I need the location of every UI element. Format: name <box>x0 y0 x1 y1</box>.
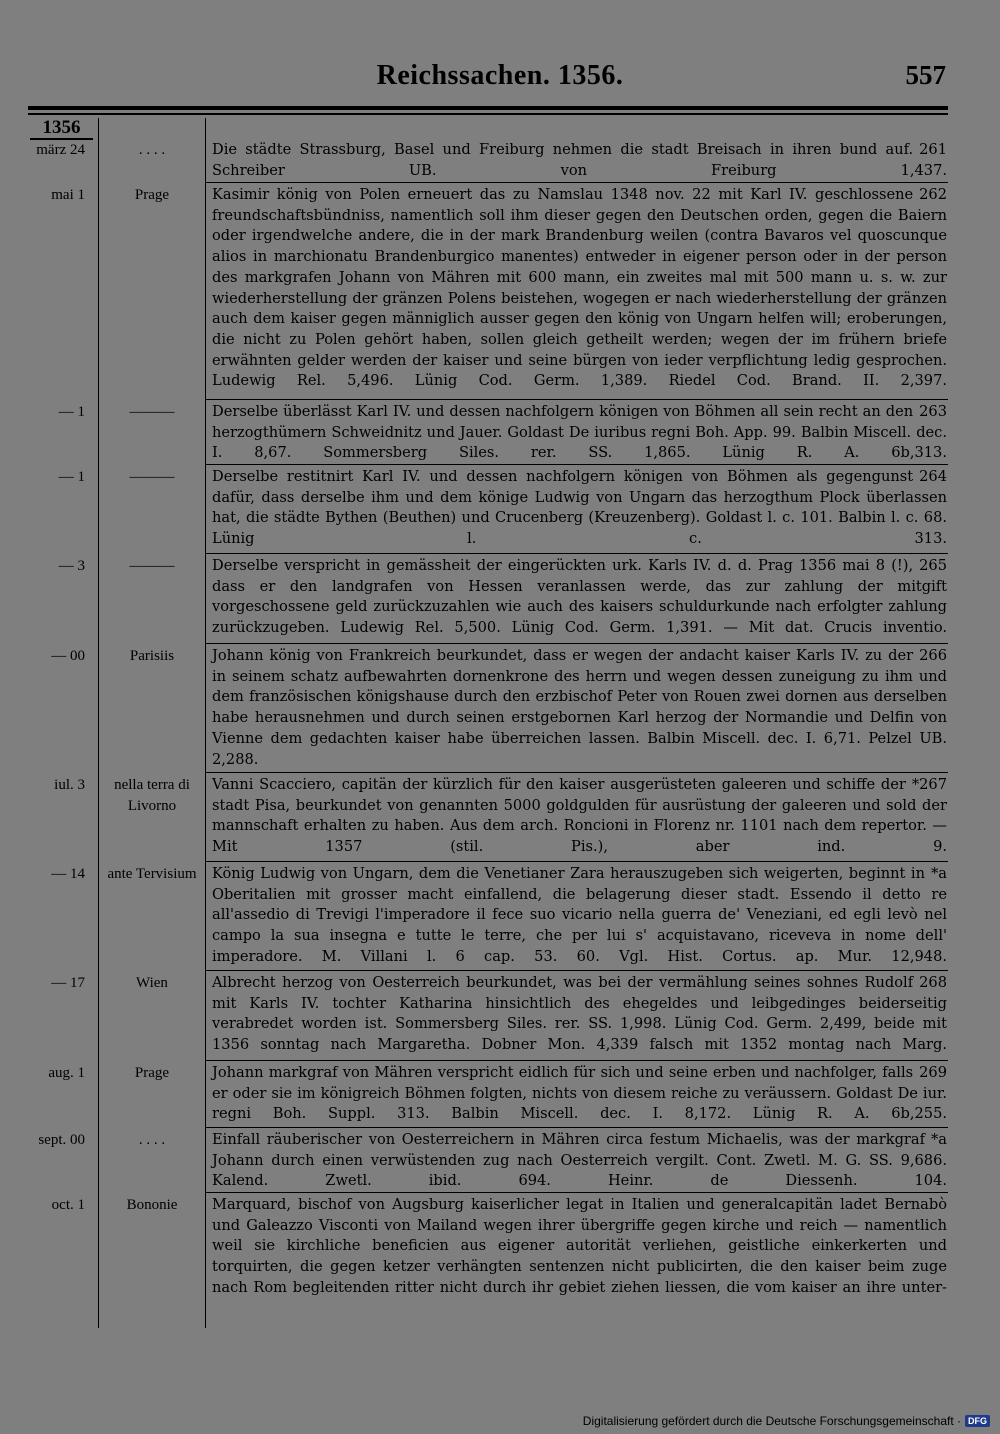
entry-place: ——— <box>129 469 175 485</box>
entry-body: Kasimir könig von Polen erneuert das zu Namslau 1348 nov. 22 mit Karl IV. geschlossene freundschaftsbündniss, namentlich soll ihm dieser gegen den Deutschen orden, gegen die Baiern oder irgendwelche andere, die in der mark Brandenburg weilen (contra Bavaros vel quoscunque alios in marchionatu Brandenburgico manentes) entweder in eigener person oder in der person des markgrafen Johann von Mähren mit 600 mann, ein zweites mal mit 500 mann u. s. w. zur wiederherstellung der gränzen Polens beistehen, wogegen er nach wiederherstellung der gränzen auch dem kaiser gegen männiglich ausser gegen den könig von Ungarn helfen will; eroberungen, die nicht zu Polen gehört haben, sollen gleich getheilt werden; wegen der im frühern briefe erwähnten gelder werden der kaiser und seine bürgen von ieder verpflichtung ledig gesprochen. Ludewig Rel. 5,496. Lünig Cod. Germ. 1,389. Riedel Cod. Brand. II. 2,397. <box>212 186 947 390</box>
entry-body: Vanni Scacciero, capitän der kürzlich für den kaiser ausgerüsteten galeeren und schiffe der stadt Pisa, beurkundet von genannten 5000 goldgulden für ausrüstung der galeeren und sold der mannschaft erhalten zu haben. Aus dem arch. Roncioni in Florenz nr. 1101 nach dem repertor. — Mit 1357 (stil. Pis.), aber ind. 9. <box>212 776 947 856</box>
entry-date: aug. 1 <box>48 1065 85 1081</box>
entry-place: . . . . <box>138 142 166 158</box>
footer-credit <box>583 1414 990 1428</box>
page-title: Reichssachen. 1356. <box>376 60 624 91</box>
entry-body: Derselbe verspricht in gemässheit der eingerückten urk. Karls IV. d. d. Prag 1356 mai 8 (!), dass er den landgrafen von Hessen veranlassen werde, das zur zahlung der mitgift vorgeschossene geld zurückzuzahlen wie auch des kaisers schuldurkunde nach erfolgter zahlung zurückzugeben. Ludewig Rel. 5,500. Lünig Cod. Germ. 1,391. — Mit dat. Crucis inventio. <box>212 557 947 637</box>
entry-text <box>212 1130 947 1192</box>
entry-body: Marquard, bischof von Augsburg kaiserlicher legat in Italien und generalcapitän ladet Bernabò und Galeazzo Visconti von Mailand wegen ihrer übergriffe gegen kirche und reich — namentlich weil sie kirchliche beneficien aus eigener autorität verliehen, geistliche einkerkerten und torquirten, die gegen ketzer verhängten sentenzen nicht publicirten, die den kaiser beim zuge nach Rom begleitenden ritter nicht durch ihr gebiet ziehen liessen, die vom kaiser an ihre unter- <box>212 1196 947 1296</box>
entry-place: Prage <box>134 1065 170 1081</box>
entry-divider <box>206 861 948 862</box>
entry-date: mai 1 <box>51 187 85 203</box>
header-rule-thin <box>28 113 948 115</box>
entry-body: Derselbe restitnirt Karl IV. und dessen nachfolgern königen von Böhmen als gegengunst dafür, dass derselbe ihm und dem könige Ludwig von Ungarn das herzogthum Plock überlassen hat, die städte Bythen (Beuthen) und Crucenberg (Kreuzenberg). Goldast l. c. 101. Balbin l. c. 68. Lünig l. c. 313. <box>212 468 947 548</box>
entry-text <box>212 140 947 181</box>
entry-body: Johann könig von Frankreich beurkundet, dass er wegen der andacht kaiser Karls IV. zu der in seinem schatz aufbewahrten dornenkrone des herrn und wegen dessen zuneigung zu ihm und dem französischen königshause durch den erzbischof Peter von Rouen zwei dornen aus derselben habe herausnehmen und durch seinen erstgebornen Karl herzog der Normandie und Delfin von Vienne dem gedachten kaiser habe überreichen lassen. Balbin Miscell. dec. I. 6,71. Pelzel UB. 2,288. <box>212 647 947 768</box>
entry-number: 266 <box>919 647 947 664</box>
entry-divider <box>206 772 948 773</box>
entry-text <box>212 185 947 392</box>
entry-place: Wien <box>136 975 168 991</box>
entry-divider <box>206 399 948 400</box>
entry-number: *a <box>931 1131 947 1148</box>
entry-number: 263 <box>919 403 947 420</box>
entry-number: *a <box>931 865 947 882</box>
dfg-logo-icon: DFG <box>965 1415 990 1427</box>
entry-place: Bononie <box>126 1197 178 1213</box>
entry-date: märz 24 <box>36 142 85 158</box>
entry-date: — 3 <box>58 558 85 574</box>
entry-divider <box>206 1127 948 1128</box>
entry-divider <box>206 464 948 465</box>
entry-place: nella terra di Livorno <box>114 777 190 814</box>
entry-date: oct. 1 <box>51 1197 85 1213</box>
footer-text: Digitalisierung gefördert durch die Deutsche Forschungsgemeinschaft · <box>582 1414 961 1428</box>
entry-number: 269 <box>919 1064 947 1081</box>
year-label: 1356 <box>42 117 81 138</box>
entry-place: Parisiis <box>129 648 175 664</box>
entry-date: sept. 00 <box>38 1132 85 1148</box>
entry-number: 264 <box>919 468 947 485</box>
entry-body: König Ludwig von Ungarn, dem die Venetianer Zara herauszugeben sich weigerten, beginnt in Oberitalien mit grosser macht einfallend, die belagerung dieser stadt. Essendo il detto re all'assedio di Trevigi l'imperadore il fece suo vicario nella guerra de' Veneziani, ed egli levò nel campo la sua insegna e tutte le terre, che per lui s' acquistavano, riceveva in nome dell' imperadore. M. Villani l. 6 cap. 53. 60. Vgl. Hist. Cortus. ap. Mur. 12,948. <box>212 865 947 965</box>
column-divider-date-place <box>98 118 99 1328</box>
entry-body: Einfall räuberischer von Oesterreichern in Mähren circa festum Michaelis, was der markgraf Johann durch einen verwüstenden zug nach Oesterreich vergilt. Cont. Zwetl. M. G. SS. 9,686. Kalend. Zwetl. ibid. 694. Heinr. de Diessenh. 104. <box>212 1131 947 1190</box>
header-rule <box>28 106 948 110</box>
entry-body: Johann markgraf von Mähren verspricht eidlich für sich und seine erben und nachfolger, falls er oder sie im königreich Böhmen folgten, nichts von diesem reiche zu veräussern. Goldast De iur. regni Boh. Suppl. 313. Balbin Miscell. dec. I. 8,172. Lünig R. A. 6b,255. <box>212 1064 947 1123</box>
entry-divider <box>206 182 948 183</box>
column-divider-place-text <box>205 118 206 1328</box>
entry-text <box>212 1063 947 1125</box>
entry-place: ——— <box>129 558 175 574</box>
entry-text <box>212 467 947 550</box>
entry-place: ——— <box>129 404 175 420</box>
entry-divider <box>206 1192 948 1193</box>
entry-text <box>212 646 947 770</box>
entry-divider <box>206 643 948 644</box>
entry-date: — 1 <box>58 404 85 420</box>
entry-date: iul. 3 <box>54 777 85 793</box>
entry-body: Die städte Strassburg, Basel und Freiburg nehmen die stadt Breisach in ihren bund auf. Schreiber UB. von Freiburg 1,437. <box>212 141 947 179</box>
entry-text <box>212 556 947 639</box>
entry-place: . . . . <box>138 1132 166 1148</box>
entry-number: 265 <box>919 557 947 574</box>
entry-divider <box>206 1060 948 1061</box>
entry-date: — 17 <box>51 975 85 991</box>
entry-number: 262 <box>919 186 947 203</box>
entry-text <box>212 402 947 464</box>
entry-text <box>212 775 947 858</box>
entry-date: — 14 <box>51 866 85 882</box>
entry-text <box>212 1195 947 1299</box>
entry-body: Albrecht herzog von Oesterreich beurkundet, was bei der vermählung seines sohnes Rudolf mit Karls IV. tochter Katharina hinsichtlich des ehegeldes und leibgedinges beiderseitig verabredet worden ist. Sommersberg Siles. rer. SS. 1,998. Lünig Cod. Germ. 2,499, beide mit 1356 sonntag nach Margaretha. Dobner Mon. 4,339 falsch mit 1352 montag nach Marg. <box>212 974 947 1054</box>
entry-text <box>212 864 947 968</box>
entry-date: — 1 <box>58 469 85 485</box>
entry-text <box>212 973 947 1056</box>
page-number: 557 <box>905 60 946 90</box>
entry-divider <box>206 970 948 971</box>
entry-number: *267 <box>911 776 947 793</box>
entry-number: 261 <box>919 141 947 158</box>
entry-place: ante Tervisium <box>107 866 197 882</box>
entry-number: 268 <box>919 974 947 991</box>
entry-date: — 00 <box>51 648 85 664</box>
entry-body: Derselbe überlässt Karl IV. und dessen nachfolgern königen von Böhmen all sein recht an den herzogthümern Schweidnitz und Jauer. Goldast De iuribus regni Boh. App. 99. Balbin Miscell. dec. I. 8,67. Sommersberg Siles. rer. SS. 1,865. Lünig R. A. 6b,313. <box>212 403 947 462</box>
entry-divider <box>206 553 948 554</box>
entry-place: Prage <box>134 187 170 203</box>
